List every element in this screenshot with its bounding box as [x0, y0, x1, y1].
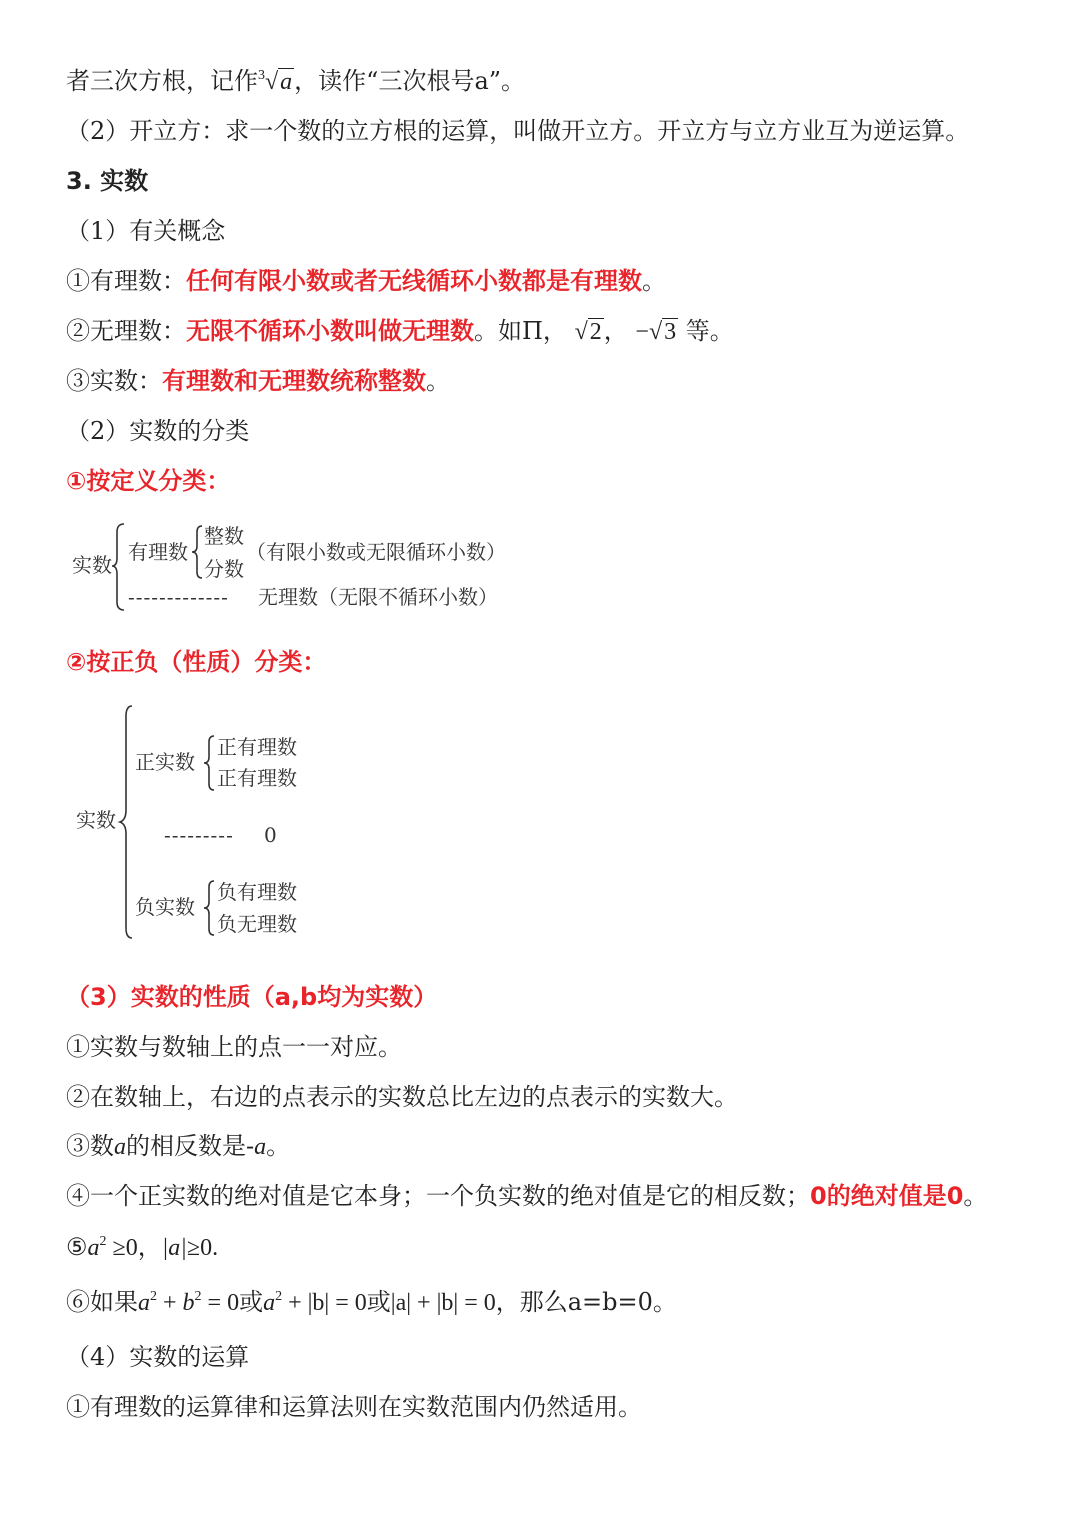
minus-sign: − [635, 319, 649, 345]
highlight-text: 无限不循环小数叫做无理数 [186, 317, 474, 345]
brace-main [112, 522, 126, 612]
property-3 [66, 1129, 290, 1164]
rational-label: 有理数 [128, 540, 188, 564]
irrational-label: 无理数（无限不循环小数） [258, 585, 498, 609]
text-segment: 。如Π， [474, 317, 567, 345]
section-heading-real-numbers: 3. 实数 [66, 167, 149, 195]
text-segment: 或 [366, 1288, 391, 1316]
zero-dashed-connector: --------- [164, 823, 234, 847]
heading-by-sign: ②按正负（性质）分类： [66, 648, 327, 676]
heading-by-definition: ①按定义分类： [66, 467, 231, 495]
text-segment: ④一个正实数的绝对值是它本身；一个负实数的绝对值是它的相反数； [66, 1182, 810, 1210]
zero-label: 0 [264, 823, 277, 847]
formula [263, 1290, 367, 1316]
operator: + |b| = 0 [282, 1290, 367, 1316]
text-segment: ≥0. [186, 1235, 219, 1261]
text-segment: 。 [963, 1182, 988, 1210]
property-6 [66, 1285, 677, 1320]
negative-real-label: 负实数 [135, 895, 195, 919]
positive-rational-label: 正有理数 [217, 735, 297, 759]
text-segment: 。 [426, 367, 450, 395]
subheading-concepts: （1）有关概念 [66, 217, 226, 245]
formula [88, 1235, 219, 1261]
brace-rational [192, 524, 204, 580]
property-1: ①实数与数轴上的点一一对应。 [66, 1033, 402, 1061]
text-segment: ≥0， [106, 1235, 162, 1261]
exponent: 2 [275, 1289, 283, 1304]
cube-root-operation-line: （2）开立方：求一个数的立方根的运算，叫做开立方。开立方与立方业互为逆运算。 [66, 117, 970, 145]
cube-root-expression: $^3$√a [258, 68, 293, 95]
highlight-text: 任何有限小数或者无线循环小数都是有理数 [186, 267, 642, 295]
property-4 [66, 1179, 987, 1213]
brace-positive [204, 734, 216, 792]
variable: a [138, 1290, 150, 1316]
text-segment: 。 [266, 1132, 291, 1160]
highlight-text: 有理数和无理数统称整数 [162, 367, 426, 395]
operation-rule-1: ①有理数的运算律和运算法则在实数范围内仍然适用。 [66, 1393, 642, 1421]
variable: a [114, 1134, 126, 1160]
exponent: 2 [150, 1289, 157, 1304]
highlight-text: 0的绝对值是0 [810, 1182, 964, 1210]
text-segment: 者三次方根，记作 [66, 67, 258, 95]
radicand: a [280, 69, 293, 95]
exponent: 2 [99, 1234, 107, 1249]
text-segment: ③实数： [66, 367, 162, 395]
sqrt-2-expression: √2 [574, 319, 602, 345]
rational-note: （有限小数或无限循环小数） [246, 540, 506, 564]
operator: = 0 [201, 1290, 240, 1316]
text-segment: ⑥如果 [66, 1288, 138, 1316]
negative-irrational-label: 负无理数 [217, 912, 297, 936]
diagram-root-label: 实数 [72, 553, 112, 577]
variable: a [263, 1290, 276, 1316]
text-segment: ②无理数： [66, 317, 186, 345]
subheading-classification: （2）实数的分类 [66, 417, 250, 445]
property-5 [66, 1230, 218, 1265]
text-segment: 。 [642, 267, 666, 295]
diagram-root-label: 实数 [76, 808, 116, 832]
absolute-value: |a| [161, 1235, 187, 1261]
property-2: ②在数轴上，右边的点表示的实数总比左边的点表示的实数大。 [66, 1083, 738, 1111]
subheading-operations: （4）实数的运算 [66, 1343, 250, 1371]
text-segment: ，那么a=b=0。 [495, 1288, 677, 1316]
root-index: 3 [258, 68, 265, 83]
variable: a [254, 1134, 267, 1160]
text-segment: ③数 [66, 1132, 114, 1160]
formula: |a| + |b| = 0 [390, 1290, 496, 1316]
positive-rational-label: 正有理数 [217, 766, 297, 790]
text-segment: ⑤ [66, 1233, 88, 1261]
formula [138, 1290, 239, 1316]
text-segment: 或 [239, 1288, 264, 1316]
positive-real-label: 正实数 [135, 750, 195, 774]
neg-sqrt-3-expression: −√3 [635, 319, 677, 345]
brace-negative [204, 879, 216, 937]
negative-rational-label: 负有理数 [217, 880, 297, 904]
radicand: 2 [589, 319, 602, 345]
variable: b [182, 1290, 195, 1316]
definition-real [66, 364, 450, 398]
integer-label: 整数 [204, 524, 244, 548]
operator: + [157, 1290, 183, 1316]
text-segment: ， [603, 317, 628, 345]
text-segment: ，读作“三次根号a”。 [294, 67, 526, 95]
text-segment: 的相反数是- [126, 1132, 255, 1160]
variable: a [87, 1235, 100, 1261]
exponent: 2 [194, 1289, 202, 1304]
brace-main [118, 704, 134, 940]
text-segment: 等。 [685, 317, 734, 345]
fraction-label: 分数 [204, 557, 244, 581]
definition-rational [66, 264, 666, 298]
definition-irrational [66, 314, 734, 349]
heading-properties: （3）实数的性质（a,b均为实数） [66, 983, 438, 1011]
dashed-connector: ------------- [128, 585, 229, 609]
cube-root-notation-line [66, 64, 525, 99]
text-segment: ①有理数： [66, 267, 186, 295]
radicand: 3 [664, 319, 677, 345]
